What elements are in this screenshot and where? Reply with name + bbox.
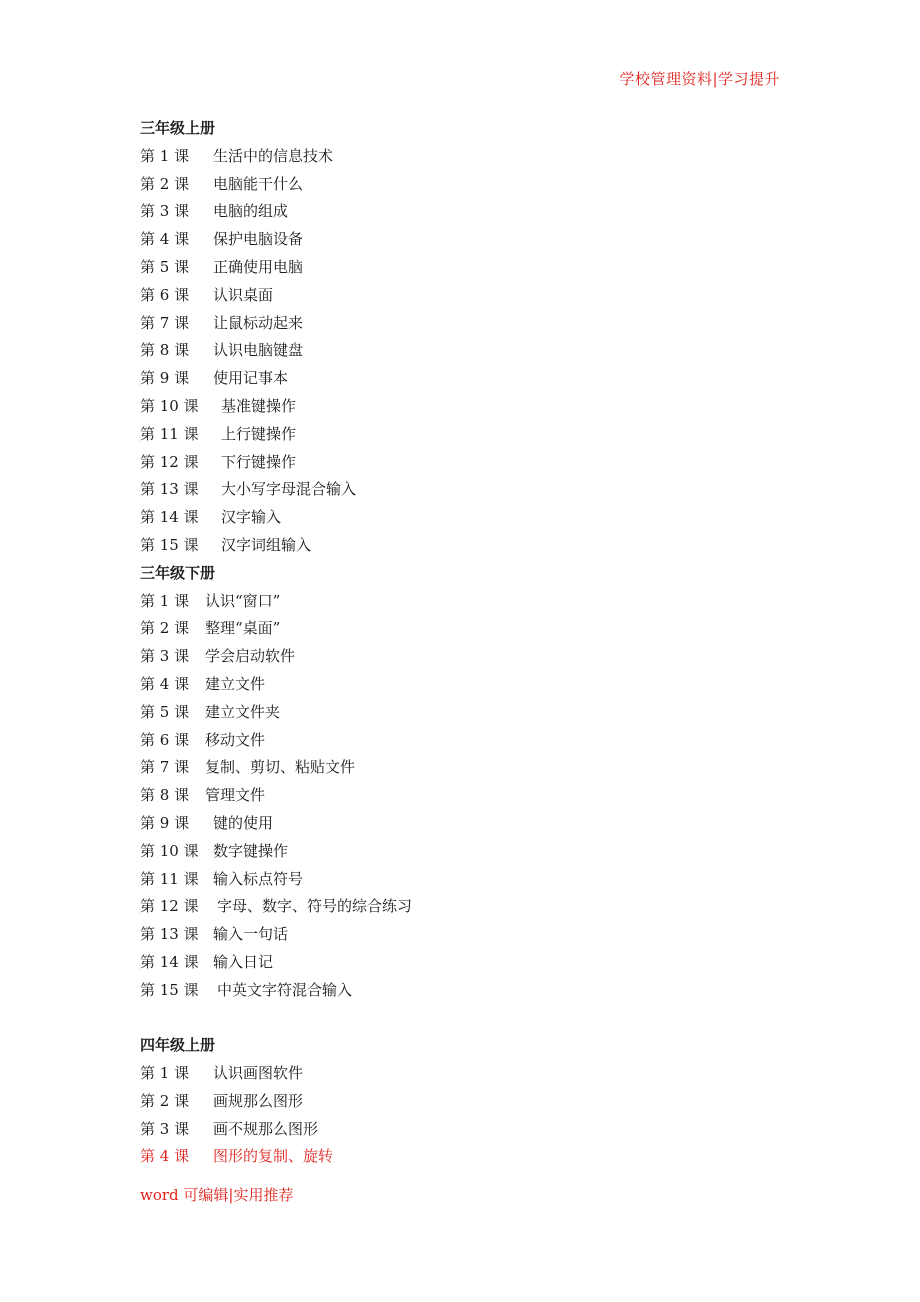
lesson-number: 第 5 课 xyxy=(140,702,190,721)
lesson-number: 第 8 课 xyxy=(140,341,190,360)
lesson-title: 让鼠标动起来 xyxy=(213,313,304,332)
lesson-title: 电脑能干什么 xyxy=(213,174,304,193)
lesson-number: 第 6 课 xyxy=(140,730,190,749)
lesson-number: 第 1 课 xyxy=(140,591,190,610)
lesson-number: 第 3 课 xyxy=(140,647,190,666)
lesson-number: 第 6 课 xyxy=(140,285,190,304)
lesson-title: 移动文件 xyxy=(205,730,266,749)
lesson-item xyxy=(140,365,780,393)
lesson-item xyxy=(140,699,780,727)
lesson-number: 第 3 课 xyxy=(140,1119,190,1138)
lesson-title: 字母、数字、符号的综合练习 xyxy=(217,897,413,916)
lesson-number: 第 9 课 xyxy=(140,813,190,832)
lesson-item xyxy=(140,504,780,532)
lesson-number: 第 5 课 xyxy=(140,257,190,276)
lesson-title: 复制、剪切、粘贴文件 xyxy=(205,758,356,777)
lesson-title: 画规那么图形 xyxy=(213,1091,304,1110)
lesson-number: 第 7 课 xyxy=(140,313,190,332)
lesson-title: 生活中的信息技术 xyxy=(213,146,334,165)
lesson-item xyxy=(140,254,780,282)
lesson-item xyxy=(140,171,780,199)
lesson-item xyxy=(140,1088,780,1116)
lesson-item xyxy=(140,810,780,838)
lesson-title: 上行键操作 xyxy=(221,424,297,443)
lesson-title: 中英文字符混合输入 xyxy=(217,980,353,999)
lesson-item xyxy=(140,782,780,810)
lesson-number: 第 7 课 xyxy=(140,758,190,777)
lesson-item xyxy=(140,282,780,310)
lesson-item xyxy=(140,921,780,949)
lesson-item xyxy=(140,449,780,477)
lesson-item xyxy=(140,893,780,921)
lesson-title: 图形的复制、旋转 xyxy=(213,1147,334,1166)
lesson-item xyxy=(140,337,780,365)
lesson-title: 输入日记 xyxy=(213,952,274,971)
lesson-item xyxy=(140,754,780,782)
lesson-number: 第 11 课 xyxy=(140,424,199,443)
lesson-title: 管理文件 xyxy=(205,786,266,805)
lesson-title: 整理“桌面” xyxy=(205,619,281,638)
lesson-item xyxy=(140,198,780,226)
lesson-number: 第 10 课 xyxy=(140,396,199,415)
lesson-number: 第 2 课 xyxy=(140,1091,190,1110)
lesson-title: 输入标点符号 xyxy=(213,869,304,888)
lesson-item xyxy=(140,310,780,338)
lesson-title: 建立文件 xyxy=(205,674,266,693)
lesson-number: 第 3 课 xyxy=(140,202,190,221)
lesson-title: 认识桌面 xyxy=(213,285,274,304)
lesson-number: 第 13 课 xyxy=(140,480,199,499)
lesson-item xyxy=(140,866,780,894)
lesson-title: 下行键操作 xyxy=(221,452,297,471)
lesson-item xyxy=(140,588,780,616)
lesson-item xyxy=(140,226,780,254)
lesson-number: 第 4 课 xyxy=(140,1147,190,1166)
lesson-title: 电脑的组成 xyxy=(213,202,289,221)
lesson-number: 第 11 课 xyxy=(140,869,199,888)
lesson-number: 第 1 课 xyxy=(140,1064,190,1083)
lesson-number: 第 10 课 xyxy=(140,841,199,860)
section-heading: 三年级下册 xyxy=(140,563,216,582)
lesson-item xyxy=(140,977,780,1005)
lesson-title: 正确使用电脑 xyxy=(213,257,304,276)
document-body xyxy=(140,115,780,1171)
lesson-number: 第 12 课 xyxy=(140,897,199,916)
lesson-item xyxy=(140,1116,780,1144)
lesson-item xyxy=(140,532,780,560)
lesson-number: 第 4 课 xyxy=(140,674,190,693)
lesson-number: 第 2 课 xyxy=(140,619,190,638)
lesson-title: 学会启动软件 xyxy=(205,647,296,666)
lesson-item xyxy=(140,727,780,755)
lesson-title: 认识电脑键盘 xyxy=(213,341,304,360)
section-spacer xyxy=(140,1005,780,1033)
lesson-item xyxy=(140,643,780,671)
lesson-number: 第 15 课 xyxy=(140,535,199,554)
lesson-title: 汉字词组输入 xyxy=(221,535,312,554)
lesson-item xyxy=(140,615,780,643)
lesson-title: 汉字输入 xyxy=(221,508,282,527)
lesson-title: 输入一句话 xyxy=(213,925,289,944)
lesson-item xyxy=(140,949,780,977)
lesson-title: 键的使用 xyxy=(213,813,274,832)
lesson-item xyxy=(140,1060,780,1088)
lesson-title: 保护电脑设备 xyxy=(213,230,304,249)
lesson-number: 第 2 课 xyxy=(140,174,190,193)
section-heading: 三年级上册 xyxy=(140,119,216,137)
lesson-number: 第 13 课 xyxy=(140,925,199,944)
page-footer: word 可编辑|实用推荐 xyxy=(140,1186,294,1204)
lesson-number: 第 8 课 xyxy=(140,786,190,805)
lesson-number: 第 1 课 xyxy=(140,146,190,165)
lesson-number: 第 14 课 xyxy=(140,508,199,527)
lesson-number: 第 12 课 xyxy=(140,452,199,471)
page-header: 学校管理资料|学习提升 xyxy=(619,70,780,88)
lesson-title: 大小写字母混合输入 xyxy=(221,480,357,499)
lesson-number: 第 14 课 xyxy=(140,952,199,971)
lesson-title: 建立文件夹 xyxy=(205,702,281,721)
lesson-item xyxy=(140,143,780,171)
lesson-item xyxy=(140,421,780,449)
lesson-number: 第 15 课 xyxy=(140,980,199,999)
lesson-title: 认识画图软件 xyxy=(213,1064,304,1083)
lesson-title: 使用记事本 xyxy=(213,369,289,388)
lesson-title: 数字键操作 xyxy=(213,841,289,860)
lesson-item xyxy=(140,393,780,421)
lesson-title: 认识“窗口” xyxy=(205,591,281,610)
lesson-item xyxy=(140,838,780,866)
lesson-title: 画不规那么图形 xyxy=(213,1119,319,1138)
lesson-item xyxy=(140,671,780,699)
lesson-title: 基准键操作 xyxy=(221,396,297,415)
lesson-item xyxy=(140,476,780,504)
lesson-number: 第 4 课 xyxy=(140,230,190,249)
section-heading: 四年级上册 xyxy=(140,1036,216,1055)
lesson-number: 第 9 课 xyxy=(140,369,190,388)
lesson-item-highlighted xyxy=(140,1143,780,1171)
